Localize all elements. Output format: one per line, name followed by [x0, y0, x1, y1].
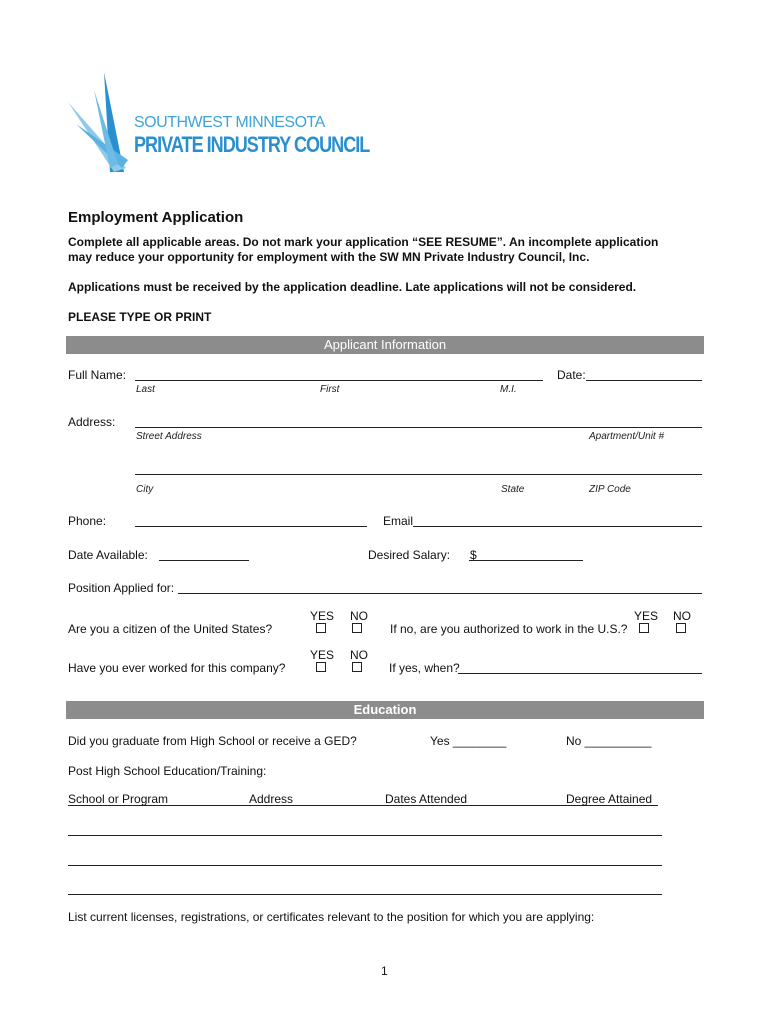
email-label: Email: [383, 514, 414, 528]
if-yes-when-field[interactable]: [458, 673, 702, 674]
zip-caption: ZIP Code: [589, 484, 631, 495]
citizen-no-header: NO: [350, 609, 368, 623]
column-dates-attended: Dates Attended: [385, 792, 468, 806]
intro-line-2: may reduce your opportunity for employment with the SW MN Private Industry Council, Inc.: [68, 250, 590, 264]
date-available-field[interactable]: [159, 560, 249, 561]
worked-yes-header: YES: [310, 648, 335, 662]
street-address-field[interactable]: [135, 427, 702, 428]
date-available-label: Date Available:: [68, 548, 148, 562]
education-entry-line[interactable]: [68, 865, 662, 866]
authorized-no-header: NO: [673, 609, 691, 623]
citizen-question: Are you a citizen of the United States?: [68, 622, 273, 636]
citizen-yes-checkbox[interactable]: [316, 623, 326, 633]
full-name-field[interactable]: [135, 380, 543, 381]
authorized-yes-checkbox[interactable]: [639, 623, 649, 633]
city-caption: City: [136, 484, 154, 495]
post-high-school-label: Post High School Education/Training:: [68, 764, 267, 778]
column-degree-attained: Degree Attained: [566, 792, 653, 806]
last-name-caption: Last: [136, 384, 155, 395]
intro-line-1: Complete all applicable areas. Do not mark your application “SEE RESUME”. An incomplete application: [68, 235, 659, 249]
citizen-no-checkbox[interactable]: [352, 623, 362, 633]
page-number: 1: [381, 964, 388, 978]
type-or-print-notice: PLEASE TYPE OR PRINT: [68, 310, 212, 324]
applicant-information-header: Applicant Information: [66, 336, 704, 354]
authorized-yes-header: YES: [634, 609, 659, 623]
desired-salary-label: Desired Salary:: [368, 548, 451, 562]
city-state-zip-field[interactable]: [135, 474, 702, 475]
licenses-prompt: List current licenses, registrations, or certificates relevant to the position for which you are applying:: [68, 910, 595, 924]
citizen-yes-header: YES: [310, 609, 335, 623]
state-caption: State: [501, 484, 525, 495]
address-label: Address:: [68, 415, 116, 429]
apartment-caption: Apartment/Unit #: [589, 431, 665, 442]
high-school-yes[interactable]: Yes ________: [430, 734, 507, 748]
street-address-caption: Street Address: [136, 431, 202, 442]
logo-mark-icon: [66, 68, 136, 172]
date-label: Date:: [557, 368, 586, 382]
authorized-question: If no, are you authorized to work in the U.S.?: [390, 622, 628, 636]
phone-label: Phone:: [68, 514, 107, 528]
education-entry-line[interactable]: [68, 894, 662, 895]
email-field[interactable]: [413, 526, 702, 527]
logo-line-2: PRIVATE INDUSTRY COUNCIL: [134, 132, 370, 157]
authorized-no-checkbox[interactable]: [676, 623, 686, 633]
education-header: Education: [66, 701, 704, 719]
column-address: Address: [249, 792, 294, 806]
first-name-caption: First: [320, 384, 340, 395]
position-applied-field[interactable]: [178, 593, 702, 594]
full-name-label: Full Name:: [68, 368, 127, 382]
desired-salary-field[interactable]: [469, 560, 583, 561]
logo-line-1: SOUTHWEST MINNESOTA: [134, 114, 325, 131]
middle-initial-caption: M.I.: [500, 384, 517, 395]
form-title: Employment Application: [68, 209, 244, 226]
high-school-no[interactable]: No __________: [566, 734, 652, 748]
worked-no-header: NO: [350, 648, 368, 662]
organization-logo: [66, 68, 370, 172]
worked-yes-checkbox[interactable]: [316, 662, 326, 672]
column-school-or-program: School or Program: [68, 792, 169, 806]
deadline-notice: Applications must be received by the application deadline. Late applications will not be considered.: [68, 280, 637, 294]
worked-no-checkbox[interactable]: [352, 662, 362, 672]
education-entry-line[interactable]: [68, 835, 662, 836]
if-yes-when-label: If yes, when?: [389, 661, 460, 675]
dollar-sign: $: [470, 548, 477, 562]
date-field[interactable]: [586, 380, 702, 381]
position-applied-label: Position Applied for:: [68, 581, 175, 595]
phone-field[interactable]: [135, 526, 367, 527]
high-school-question: Did you graduate from High School or receive a GED?: [68, 734, 357, 748]
worked-question: Have you ever worked for this company?: [68, 661, 286, 675]
